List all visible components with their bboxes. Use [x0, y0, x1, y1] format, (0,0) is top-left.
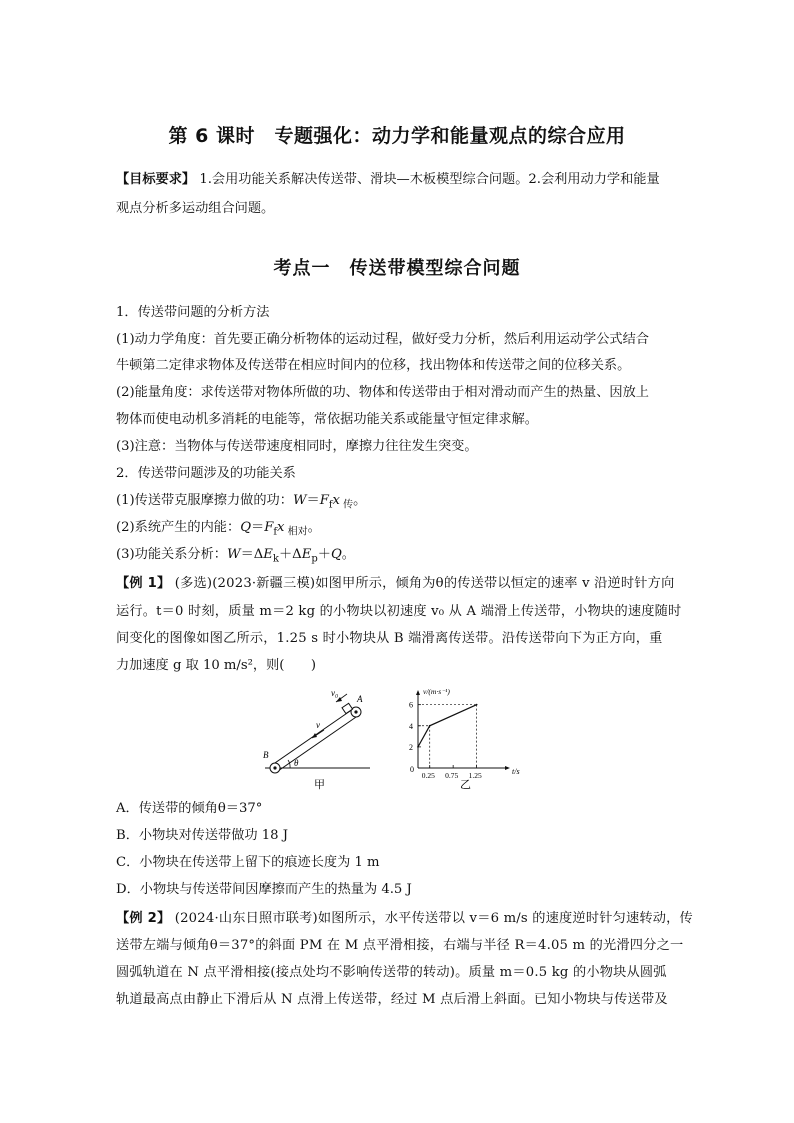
option-c: C．小物块在传送带上留下的痕迹长度为 1 m — [116, 855, 380, 870]
y-tick-label-6: 6 — [409, 700, 413, 710]
y-axis-arrow — [416, 690, 420, 695]
relation-3: (3)功能关系分析：$W=\Delta E_k+\Delta E_p+Q$。 — [116, 547, 355, 565]
example1-figure — [250, 680, 550, 792]
example2-line2: 送带左端与倾角θ＝37°的斜面 PM 在 M 点平滑相接，右端与半径 R＝4.05 m 的光滑四分之一 — [116, 938, 684, 953]
x-axis-arrow — [505, 766, 510, 770]
caption-jia: 甲 — [314, 778, 325, 791]
data-point-1 — [429, 725, 431, 727]
example1-line4: 力加速度 g 取 10 m/s²，则( ) — [116, 658, 316, 673]
caption-yi: 乙 — [460, 778, 471, 791]
relation-2: (2)系统产生的内能：$Q=F_fx$ $_{相对}$。 — [116, 520, 321, 538]
example1-line3: 间变化的图像如图乙所示，1.25 s 时小物块从 B 端滑离传送带。沿传送带向下为正方向，重 — [116, 631, 663, 646]
option-a: A．传送带的倾角θ＝37° — [116, 801, 263, 816]
relations-heading: 2．传送带问题涉及的功能关系 — [116, 466, 296, 481]
method-p1-line2: 牛顿第二定律求物体及传送带在相应时间内的位移，找出物体和传送带之间的位移关系。 — [116, 358, 631, 373]
belt-upper-edge — [272, 709, 353, 765]
example2-line3: 圆弧轨道在 N 点平滑相接(接点处均不影响传送带的转动)。质量 m＝0.5 kg 的小物块从圆弧 — [116, 965, 667, 980]
option-b: B．小物块对传送带做功 18 J — [116, 828, 289, 843]
example2-line1: 【例 2】 (2024·山东日照市联考)如图所示，水平传送带以 v＝6 m/s 的速度逆时针匀速转动，传 — [116, 911, 693, 926]
data-point-2 — [476, 704, 478, 706]
method-p1-line1: (1)动力学角度：首先要正确分析物体的运动过程，做好受力分析，然后利用运动学公式结合 — [116, 332, 649, 347]
origin-label: 0 — [410, 765, 414, 774]
example1-line2: 运行。t＝0 时刻，质量 m＝2 kg 的小物块以初速度 v₀ 从 A 端滑上传送带，小物块的速度随时 — [116, 604, 682, 619]
example1-line1: 【例 1】 (多选)(2023·新疆三模)如图甲所示，倾角为θ的传送带以恒定的速率 v 沿逆时针方向 — [116, 576, 675, 591]
section-title: 考点一 传送带模型综合问题 — [273, 258, 521, 279]
x-tick-label-0.25: 0.25 — [421, 771, 435, 780]
method-p2-line1: (2)能量角度：求传送带对物体所做的功、物体和传送带由于相对滑动而产生的热量、因放上 — [116, 385, 649, 400]
y-tick-label-4: 4 — [409, 721, 413, 731]
example1-label: 【例 1】 — [116, 576, 171, 591]
conveyor-diagram — [263, 688, 370, 791]
label-B: B — [263, 750, 269, 760]
page-title: 第 6 课时 专题强化：动力学和能量观点的综合应用 — [168, 125, 626, 147]
label-theta: θ — [294, 758, 299, 768]
goal-line-1 — [116, 171, 660, 189]
method-heading: 1．传送带问题的分析方法 — [116, 305, 270, 320]
vt-chart — [409, 687, 520, 791]
goal-label: 【目标要求】 — [116, 172, 196, 187]
pulley-B-axle — [273, 766, 276, 769]
example2-line4: 轨道最高点由静止下滑后从 N 点滑上传送带，经过 M 点后滑上斜面。已知小物块与传送带及 — [116, 992, 668, 1007]
method-p2-line2: 物体而使电动机多消耗的电能等，常依据功能关系或能量守恒定律求解。 — [116, 412, 538, 427]
label-A: A — [357, 694, 363, 704]
y-tick-label-2: 2 — [409, 742, 413, 752]
example2-label: 【例 2】 — [116, 911, 171, 926]
y-axis-label: v/(m·s⁻¹) — [423, 687, 450, 696]
v-arrowhead — [312, 733, 317, 738]
x-tick-label-0.75: 0.75 — [445, 771, 459, 780]
label-v: v — [316, 720, 320, 730]
relation-1: (1)传送带克服摩擦力做的功：$W=F_fx$ $_传$。 — [116, 493, 367, 511]
label-v0: v₀ — [331, 688, 339, 698]
goal-line-2: 观点分析多运动组合问题。 — [116, 201, 275, 216]
x-tick-label-1.25: 1.25 — [468, 771, 482, 780]
goal-text-1: 1.会用功能关系解决传送带、滑块—木板模型综合问题。2.会利用动力学和能量 — [195, 172, 660, 187]
method-p3: (3)注意：当物体与传送带速度相同时，摩擦力往往发生突变。 — [116, 439, 478, 454]
data-point-0 — [417, 746, 419, 748]
option-d: D．小物块与传送带间因摩擦而产生的热量为 4.5 J — [116, 882, 412, 897]
x-axis-label: t/s — [512, 767, 520, 776]
pulley-A-axle — [354, 710, 357, 713]
